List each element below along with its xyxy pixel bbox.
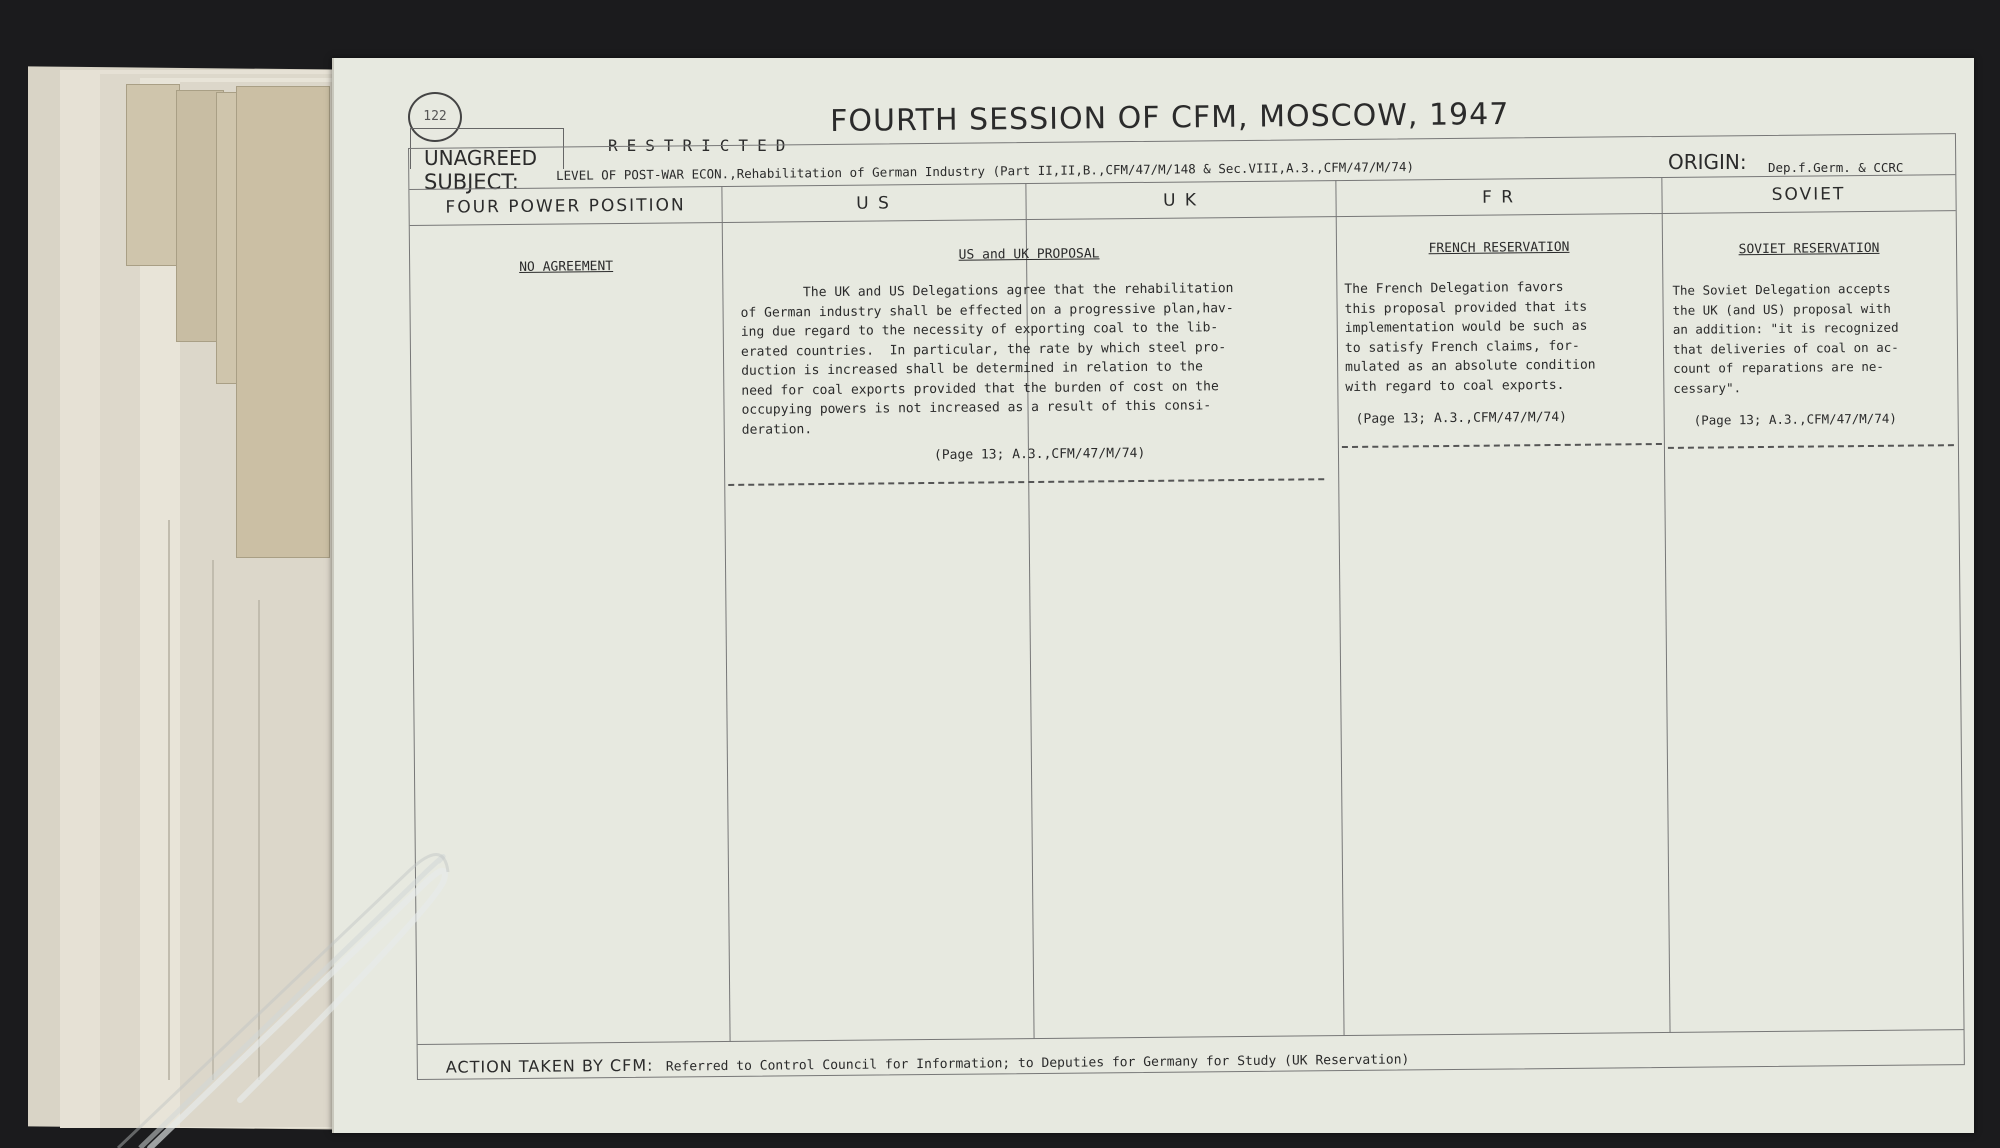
action-label: ACTION TAKEN BY CFM: (445, 1055, 654, 1077)
column-header-us: U S (856, 193, 891, 214)
dashed-separator (1668, 444, 1954, 449)
column-header-soviet: SOVIET (1771, 184, 1846, 205)
dashed-separator (728, 478, 1324, 486)
fr-reference: (Page 13; A.3.,CFM/47/M/74) (1355, 409, 1568, 427)
column-divider (1335, 180, 1344, 1036)
us-uk-proposal-text: The UK and US Delegations agree that the rehabilitation of German industry shall be effected on a progressive plan,hav- ing due regard to the necessity of exporting coal to the lib- erated countries. In particular, the rate by which steel pro- duction is increased shall be determined in relation to the need for coal exports provided that the burden of cost on the occupying powers is not increased as a result of this consi- deration. (740, 281, 1234, 438)
status-label: UNAGREED (424, 146, 537, 170)
column-divider (721, 186, 730, 1042)
table-rule (418, 1029, 1964, 1045)
us-uk-proposal-heading: US and UK PROPOSAL (958, 246, 1100, 263)
column-header-uk: U K (1162, 190, 1199, 211)
page-crease (212, 560, 214, 1080)
soviet-reservation-text: The Soviet Delegation accepts the UK (and US) proposal with an addition: "it is recognized that deliveries of coal on ac- count of reparations are ne- cessary". (1672, 280, 1899, 396)
us-uk-reference: (Page 13; A.3.,CFM/47/M/74) (933, 445, 1146, 463)
four-power-heading: NO AGREEMENT (519, 259, 614, 275)
position-table (408, 133, 1965, 1080)
soviet-reservation-heading: SOVIET RESERVATION (1738, 240, 1880, 258)
origin-text: Dep.f.Germ. & CCRC (1768, 160, 1904, 175)
page-crease (168, 520, 170, 1080)
subject-label: SUBJECT: (424, 170, 519, 194)
column-header-four-power: FOUR POWER POSITION (445, 195, 686, 218)
page-crease (258, 600, 260, 1080)
classification-label: RESTRICTED (608, 136, 795, 155)
column-divider (1661, 177, 1670, 1033)
soviet-reference: (Page 13; A.3.,CFM/47/M/74) (1693, 410, 1897, 428)
page-number-stamp: 122 (408, 92, 462, 142)
dashed-separator (1342, 443, 1662, 448)
index-tab[interactable] (126, 84, 180, 266)
index-tab[interactable] (236, 86, 330, 558)
origin-label: ORIGIN: (1668, 150, 1747, 174)
fr-reservation-heading: FRENCH RESERVATION (1428, 239, 1570, 257)
action-text: Referred to Control Council for Information; to Deputies for Germany for Study (UK Reservation) (665, 1052, 1410, 1075)
fr-reservation-text: The French Delegation favors this proposal provided that its implementation would be such as to satisfy French claims, for- mulated as an absolute condition with regard to coal exports. (1344, 279, 1596, 395)
subject-text: LEVEL OF POST-WAR ECON.,Rehabilitation of German Industry (Part II,II,B.,CFM/47/M/148 & Sec.VIII,A.3.,CFM/47/M/74) (556, 159, 1415, 183)
column-header-fr: F R (1481, 187, 1516, 208)
document-title: FOURTH SESSION OF CFM, MOSCOW, 1947 (830, 96, 1510, 139)
